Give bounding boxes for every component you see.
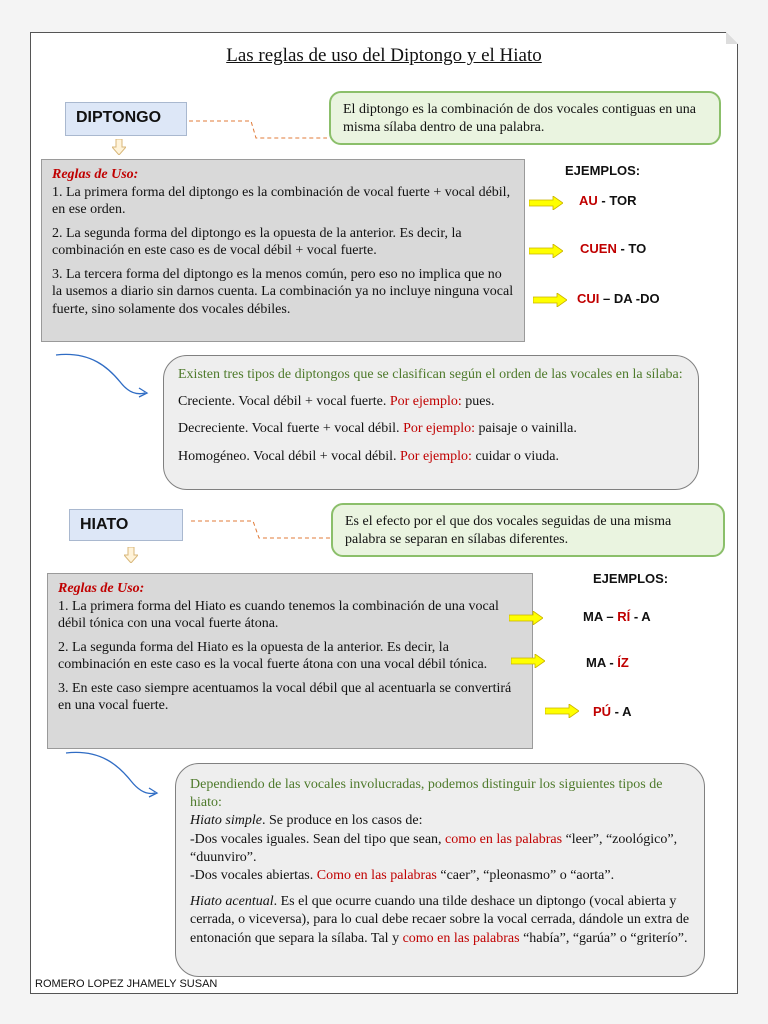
diptongo-types-box: [163, 355, 699, 490]
hiato-rule-3: 3. En este caso siempre acentuamos la vocal débil que al acentuarla se convertirá en una vocal fuerte.: [58, 680, 512, 713]
diptongo-label: DIPTONGO: [65, 102, 187, 136]
hiato-rules-box: [47, 573, 533, 749]
hiato-rules-title: Reglas de Uso:: [58, 581, 145, 596]
yellow-arrow-icon: [529, 244, 563, 258]
yellow-arrow-icon: [545, 704, 579, 718]
hiato-simple: Hiato simple. Se produce en los casos de:: [190, 813, 423, 829]
hiato-example-2: MA - ÍZ: [586, 655, 629, 670]
hiato-types-box: [175, 763, 705, 977]
diptongo-example-2: CUEN - TO: [580, 241, 647, 256]
author-footer: ROMERO LOPEZ JHAMELY SUSAN: [35, 978, 218, 990]
down-arrow-icon: [112, 139, 126, 155]
hiato-example-3: PÚ - A: [593, 704, 632, 719]
diptongo-rules-title: Reglas de Uso:: [52, 167, 139, 182]
diptongo-rule-1: 1. La primera forma del diptongo es la combinación de vocal fuerte + vocal débil, en ese orden.: [52, 184, 511, 217]
hiato-simple-line-2: -Dos vocales abiertas. Como en las palabras “caer”, “pleonasmo” o “aorta”.: [190, 867, 615, 883]
diptongo-rule-3: 3. La tercera forma del diptongo es la menos común, pero eso no implica que no la usemos a diario sin darnos cuenta. La combinación ya no incluye ninguna vocal fuerte, sino solamente dos vocales débiles.: [52, 266, 514, 317]
diptongo-type-1: Creciente. Vocal débil + vocal fuerte. Por ejemplo: pues.: [178, 394, 495, 410]
yellow-arrow-icon: [529, 196, 563, 210]
diptongo-example-3: CUI – DA -DO: [577, 291, 660, 306]
yellow-arrow-icon: [533, 293, 567, 307]
hiato-rule-2: 2. La segunda forma del Hiato es la opuesta de la anterior. Es decir, la combinación en este caso es la vocal fuerte átona con una vocal débil tónica.: [58, 639, 488, 672]
page-title: Las reglas de uso del Diptongo y el Hiato: [226, 45, 542, 66]
diptongo-rules-box: [41, 159, 525, 342]
hiato-acentual: Hiato acentual. Es el que ocurre cuando una tilde deshace un diptongo (vocal abierta y cerrada, o viceversa), para lo cual debe recaer sobre la vocal cerrada, dándole un extra de entonación que separa la sílaba. Tal y como en las palabras “había”, “garúa” o “griterío”.: [190, 894, 690, 946]
hiato-simple-line-1: -Dos vocales iguales. Sean del tipo que sean, como en las palabras “leer”, “zoológico”, “duunviro”.: [190, 831, 678, 865]
diptongo-definition: El diptongo es la combinación de dos vocales contiguas en una misma sílaba dentro de una palabra.: [329, 91, 721, 145]
down-arrow-icon: [124, 547, 138, 563]
hiato-example-1: MA – RÍ - A: [583, 609, 651, 624]
diptongo-examples-header: EJEMPLOS:: [565, 163, 641, 178]
diptongo-type-2: Decreciente. Vocal fuerte + vocal débil. Por ejemplo: paisaje o vainilla.: [178, 421, 577, 437]
hiato-examples-header: EJEMPLOS:: [593, 571, 669, 586]
hiato-types-intro: Dependiendo de las vocales involucradas, podemos distinguir los siguientes tipos de hiato:: [190, 777, 663, 811]
yellow-arrow-icon: [509, 611, 543, 625]
diptongo-types-intro: Existen tres tipos de diptongos que se clasifican según el orden de las vocales en la sílaba:: [178, 367, 683, 382]
hiato-definition: Es el efecto por el que dos vocales seguidas de una misma palabra se separan en sílabas diferentes.: [331, 503, 725, 557]
document-page: [30, 32, 738, 994]
diptongo-example-1: AU - TOR: [579, 193, 637, 208]
diptongo-type-3: Homogéneo. Vocal débil + vocal débil. Por ejemplo: cuidar o viuda.: [178, 448, 560, 464]
diptongo-rule-2: 2. La segunda forma del diptongo es la opuesta de la anterior. Es decir, la combinación en este caso es de vocal débil + vocal fuerte.: [52, 225, 462, 258]
hiato-label: HIATO: [69, 509, 183, 541]
hiato-rule-1: 1. La primera forma del Hiato es cuando tenemos la combinación de una vocal débil tónica con una vocal fuerte átona.: [58, 598, 499, 631]
yellow-arrow-icon: [511, 654, 545, 668]
